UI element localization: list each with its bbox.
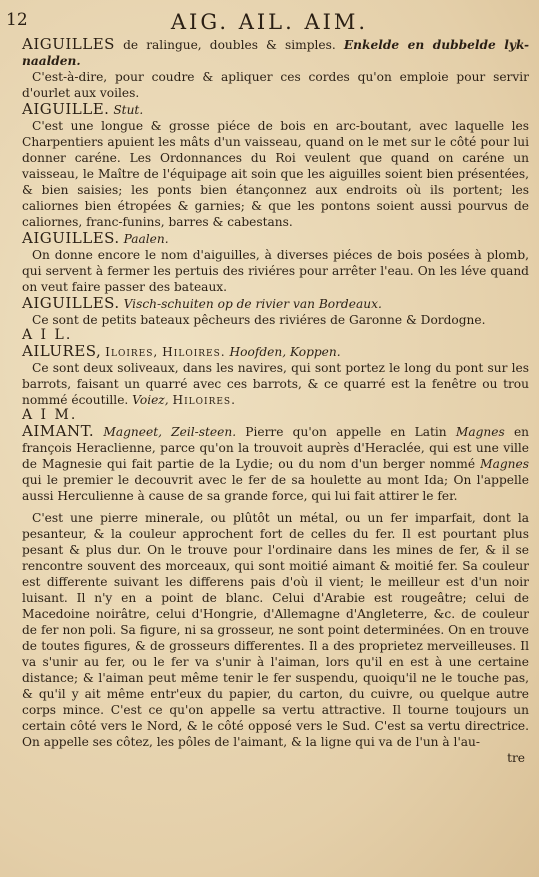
cross-reference-label: Voiez,	[132, 393, 169, 407]
section-heading-ail: A I L.	[22, 327, 73, 343]
entry-head: AIGUILLES.	[22, 294, 120, 312]
entry-text-aimant-2: C'est une pierre minerale, ou plûtôt un métal, ou un fer imparfait, dont la pesanteur, & la couleur approchent fort de celles du fer. Il est pourtant plus pesant & plus dur. On le trouve pour l'ordinaire dans les mines de fer, & il se rencontre souvent des morceaux, qui sont moitié aimant & moitié fer. Sa couleur est differente suivant les differens pais d'où il vient; le meilleur est d'un noir luisant. Il n'y en a point de blanc. Celui d'Arabie est rougeâtre; celui de Macedoine noirâtre, celui d'Hongrie, d'Allemagne d'Angleterre, &c. de couleur de fer non poli. Sa figure, ni sa grosseur, ne sont point determinées. On en trouve de toutes figures, & de grosseurs differentes. Il a des proprietez merveilleuses. Il va s'unir au fer, ou le fer va s'unir à l'aiman, lors qu'il en est à une certaine distance; & l'aiman peut même tenir le fer suspendu, quoiqu'il ne le touche pas, & qu'il y ait même entr'eux du papier, du carton, du cuivre, ou quelque autre corps mince. C'est ce qu'on appelle sa vertu attractive. Il tourne toujours un certain côté vers le Nord, & le côté opposé vers le Sud. C'est sa vertu directrice. On appelle ses côtez, les pôles de l'aimant, & la ligne qui va de l'un à l'au-	[22, 511, 529, 749]
entry-text: en françois Heraclienne, parce qu'on la trouvoit auprès d'Heraclée, qui est une ville de Magnesie qui fait partie de la Lydie; ou du nom d'un berger nommé	[22, 425, 530, 471]
entry-text: Ce sont deux soliveaux, dans les navires, qui sont portez le long du pont sur les barrots, faisant un quarré avec ces barrots, & ce quarré est la fenêtre ou trou nommé écoutille.	[22, 361, 529, 407]
variant-name: Hiloires.	[162, 345, 226, 359]
entry-aiguille-stut	[22, 101, 529, 118]
page-body	[22, 36, 529, 766]
dutch-translation: Hoofden, Koppen.	[229, 345, 341, 359]
entry-head: AILURES,	[22, 342, 102, 360]
entry-aiguilles-ralingue	[22, 36, 529, 69]
entry-text: C'est une longue & grosse piéce de bois en arc-boutant, avec laquelle les Charpentiers apuient les mâts d'un vaisseau, quand on le met sur le côté pour lui donner caréne. Les Ordonnances du Roi veulent que quand on caréne un vaisseau, le Maître de l'équipage ait soin que les aiguilles soient bien présentées, & bien saisies; les ponts bien étançonnez aux endroits où ils portent; les caliornes bien étropées & garnies; & que les pontons soient aussi pourvus de caliornes, franc-funins, barres & cabestans.	[22, 119, 529, 229]
entry-text-ailures	[22, 360, 529, 408]
dutch-translation: Magneet, Zeil-steen.	[103, 425, 237, 439]
entry-text: Pierre qu'on appelle en Latin	[245, 425, 447, 439]
page-number: 12	[6, 10, 28, 30]
entry-aiguilles-visch	[22, 295, 529, 312]
catchword: tre	[507, 751, 525, 765]
entry-text: Ce sont de petits bateaux pêcheurs des riviéres de Garonne & Dordogne.	[32, 313, 486, 327]
entry-text: C'est-à-dire, pour coudre & apliquer ces cordes qu'on emploie pour servir d'ourlet aux voiles.	[22, 70, 529, 100]
latin-term: Magnes	[480, 457, 529, 471]
section-heading-aim: A I M.	[22, 407, 78, 423]
entry-head: AIGUILLES	[22, 35, 115, 53]
dutch-translation: Visch-schuiten op de rivier van Bordeaux.	[123, 297, 382, 311]
entry-head-rest: de ralingue, doubles & simples.	[114, 38, 336, 52]
running-head: AIG. AIL. AIM.	[170, 10, 369, 34]
entry-head: AIGUILLES.	[22, 229, 120, 247]
entry-text: qui le premier le decouvrit avec le fer de sa houlette au mont Ida; On l'appelle aussi Herculienne à cause de sa grande force, qui lui fait attirer le fer.	[22, 473, 529, 503]
entry-text: On donne encore le nom d'aiguilles, à diverses piéces de bois posées à plomb, qui servent à fermer les pertuis des riviéres pour arrêter l'eau. On les léve quand on veut faire passer des bateaux.	[22, 248, 529, 294]
dutch-translation: Enkelde en dubbelde lyk-naalden.	[22, 38, 530, 68]
entry-head: AIMANT.	[22, 422, 95, 440]
dutch-translation: Stut.	[113, 103, 144, 117]
latin-term: Magnes	[455, 425, 505, 439]
cross-reference: Hiloires.	[172, 393, 236, 407]
variant-name: Iloires,	[105, 345, 159, 359]
entry-ailures	[22, 343, 529, 360]
entry-aimant	[22, 423, 529, 504]
dutch-translation: Paalen.	[123, 232, 169, 246]
entry-head: AIGUILLE.	[22, 100, 110, 118]
entry-aiguilles-paalen	[22, 230, 529, 247]
